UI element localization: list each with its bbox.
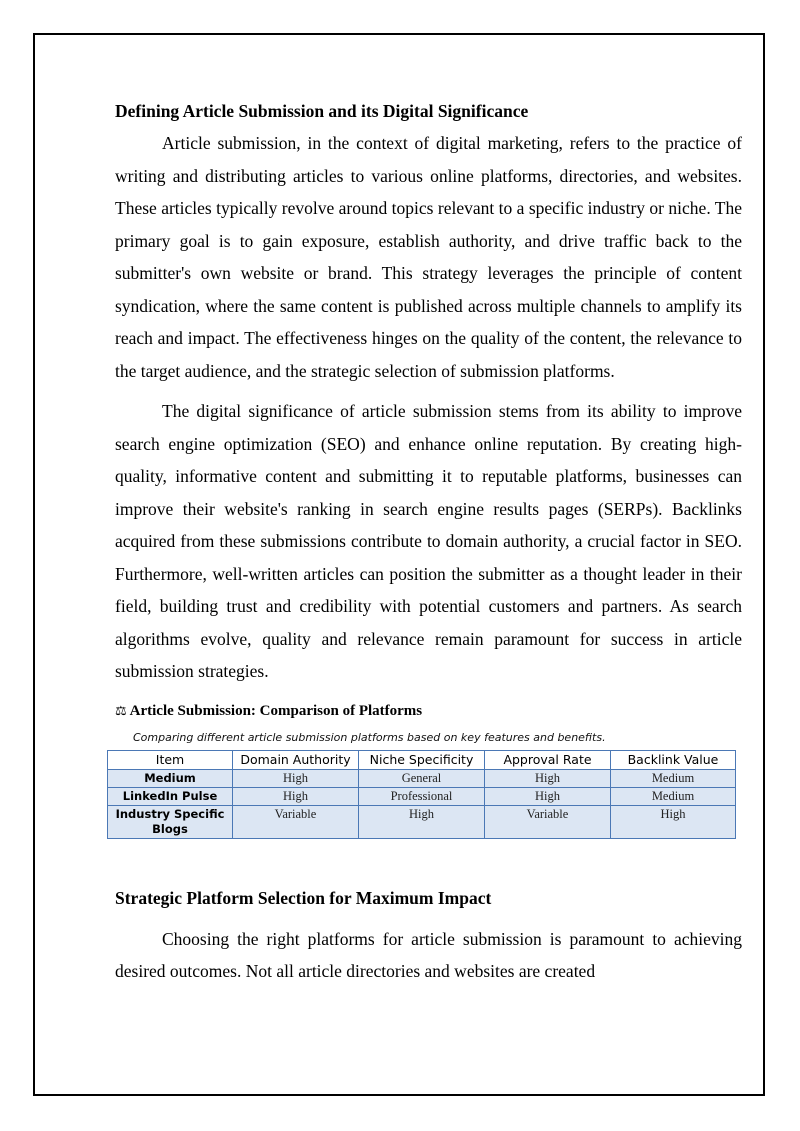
table-cell: Variable xyxy=(485,805,611,838)
table-cell: High xyxy=(359,805,485,838)
table-cell: Medium xyxy=(611,787,736,805)
table-cell: LinkedIn Pulse xyxy=(108,787,233,805)
document-content xyxy=(115,96,742,988)
table-row xyxy=(108,787,736,805)
section-heading: Defining Article Submission and its Digital Significance xyxy=(115,101,529,121)
column-header: Domain Authority xyxy=(233,750,359,769)
table-title-text: Article Submission: Comparison of Platforms xyxy=(129,702,423,719)
table-cell: High xyxy=(233,769,359,787)
column-header: Approval Rate xyxy=(485,750,611,769)
column-header: Item xyxy=(108,750,233,769)
table-cell: Medium xyxy=(611,769,736,787)
body-paragraph: Choosing the right platforms for article submission is paramount to achieving desired outcomes. Not all article directories and websites are created xyxy=(115,928,742,981)
table-cell: Variable xyxy=(233,805,359,838)
table-cell: High xyxy=(485,787,611,805)
table-cell: Professional xyxy=(359,787,485,805)
table-row xyxy=(108,769,736,787)
table-cell: High xyxy=(611,805,736,838)
table-header-row xyxy=(108,750,736,769)
table-cell: General xyxy=(359,769,485,787)
body-paragraph: The digital significance of article submission stems from its ability to improve search engine optimization (SEO) and enhance online reputation. By creating high-quality, informative content and submitting it to reputable platforms, businesses can improve their website's ranking in search engine results pages (SERPs). Backlinks acquired from these submissions contribute to domain authority, a crucial factor in SEO. Furthermore, well-written articles can position the submitter as a thought leader in their field, building trust and credibility with potential customers and partners. As search algorithms evolve, quality and relevance remain paramount for success in article submission strategies. xyxy=(115,401,742,681)
table-row xyxy=(108,805,736,838)
scales-icon: ⚖ xyxy=(115,703,127,719)
comparison-table xyxy=(107,750,736,839)
table-caption: Comparing different article submission platforms based on key features and benefits. xyxy=(133,730,606,744)
column-header: Backlink Value xyxy=(611,750,736,769)
table-cell: Industry Specific Blogs xyxy=(108,805,233,838)
section-heading: Strategic Platform Selection for Maximum Impact xyxy=(115,887,492,908)
table-cell: High xyxy=(233,787,359,805)
column-header: Niche Specificity xyxy=(359,750,485,769)
table-cell: High xyxy=(485,769,611,787)
table-cell: Medium xyxy=(108,769,233,787)
body-paragraph: Article submission, in the context of digital marketing, refers to the practice of writing and distributing articles to various online platforms, directories, and websites. These articles typically revolve around topics relevant to a specific industry or niche. The primary goal is to gain exposure, establish authority, and drive traffic back to the submitter's own website or brand. This strategy leverages the principle of content syndication, where the same content is published across multiple channels to amplify its reach and impact. The effectiveness hinges on the quality of the content, the relevance to the target audience, and the strategic selection of submission platforms. xyxy=(115,133,742,381)
table-title xyxy=(115,700,742,723)
